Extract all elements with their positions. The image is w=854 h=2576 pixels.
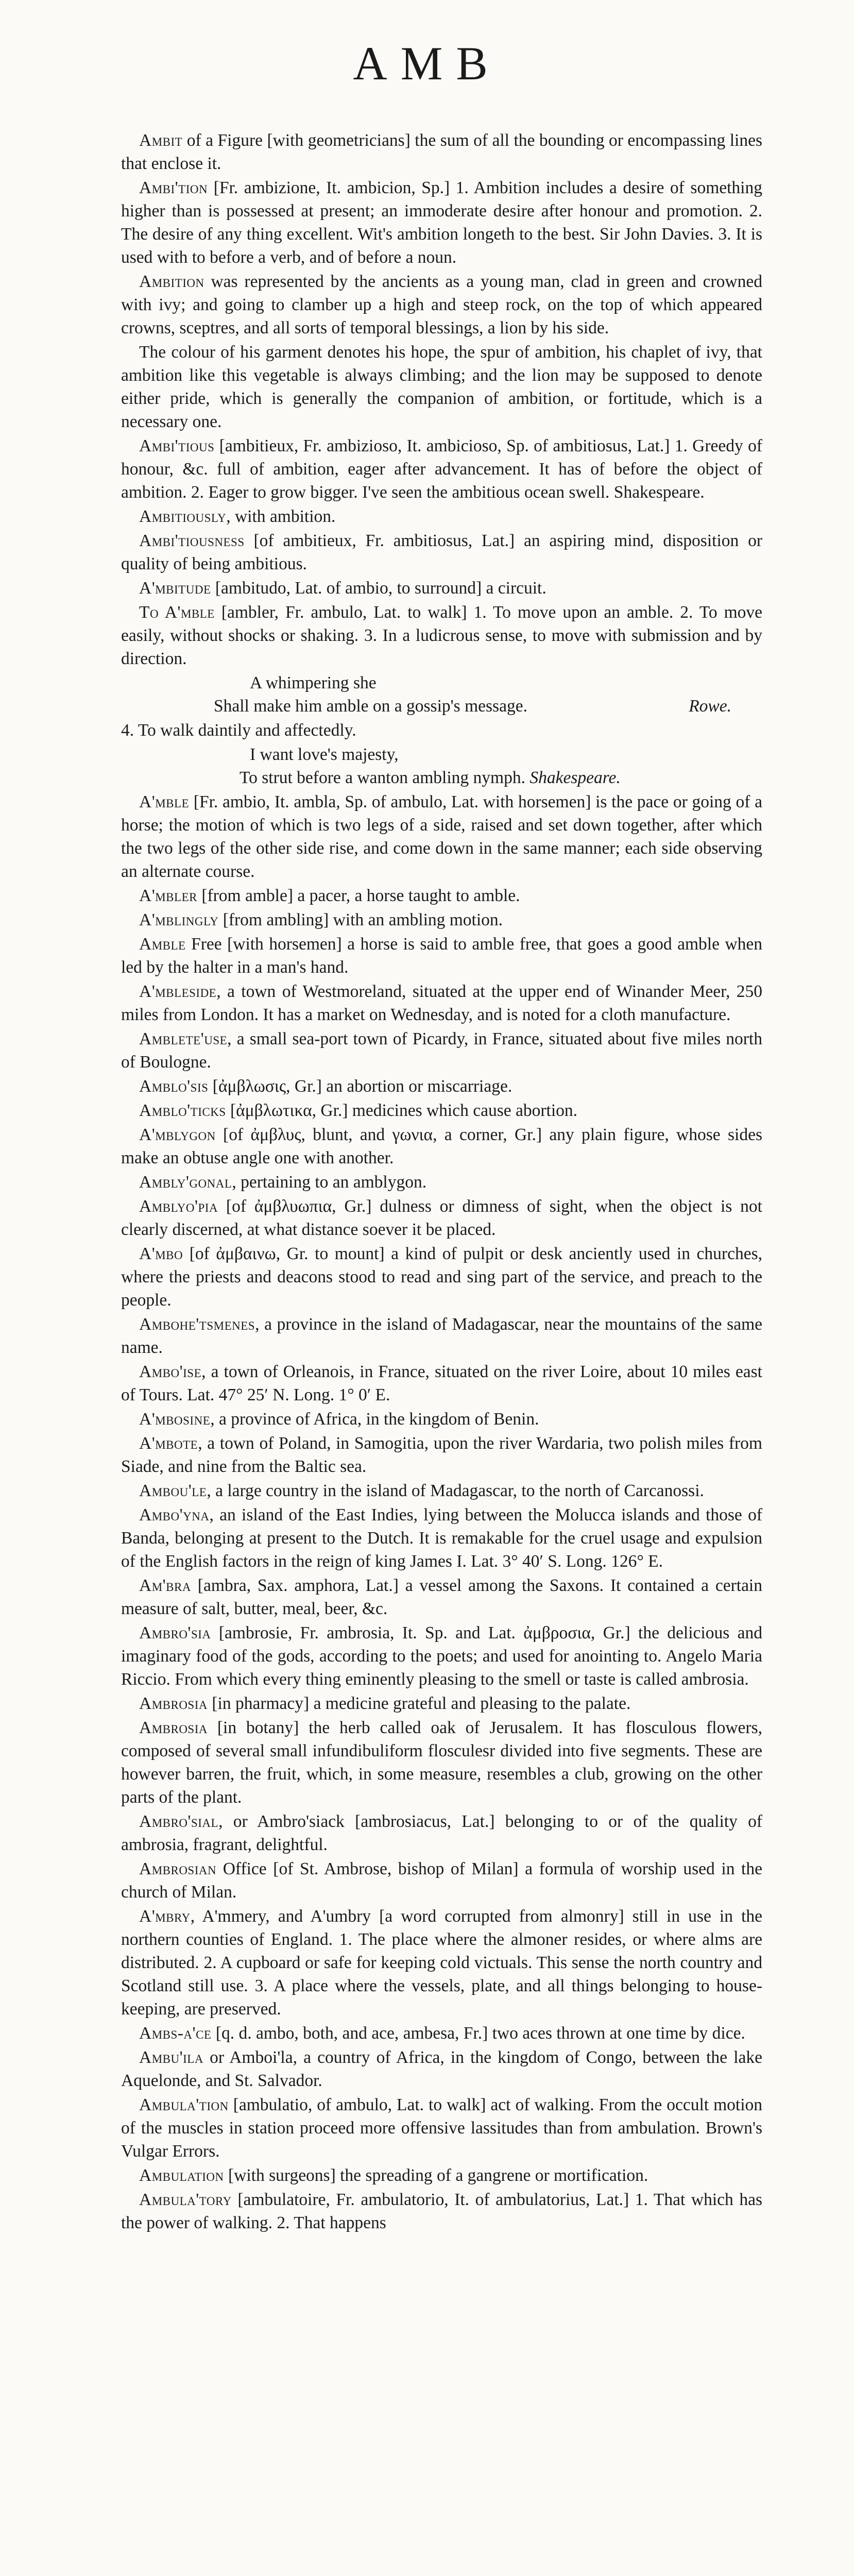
entry-ambrosia-pharmacy: Ambrosia [in pharmacy] a medicine grateful and pleasing to the palate. [139, 1694, 631, 1713]
entry-ambosine: A'mbosine, a province of Africa, in the kingdom of Benin. [139, 1410, 539, 1429]
entry-ambition-emblem: Ambition was represented by the ancients as a young man, clad in green and crowned with ivy; and going to clamber up a high and steep rock, on the top of which appeared crowns, sceptres, and all sorts of temporal blessings, a lion by his side. [121, 272, 762, 337]
entry-ambler: A'mbler [from amble] a pacer, a horse taught to amble. [139, 886, 520, 905]
entry-ambulation-surgery: Ambulation [with surgeons] the spreading of a gangrene or mortification. [139, 2166, 648, 2185]
entry-ambulation: Ambula'tion [ambulatio, of ambulo, Lat. to walk] act of walking. From the occult motion of the muscles in station proceed more offensive lassitudes than from ambulation. Brown's Vulgar Errors. [121, 2095, 762, 2161]
entry-ambrosian-office: Ambrosian Office [of St. Ambrose, bishop of Milan] a formula of worship used in the church of Milan. [121, 1859, 762, 1902]
quote-line: A whimpering she [250, 673, 377, 692]
entry-ambleteuse: Amblete'use, a small sea-port town of Picardy, in France, situated about five miles north of Boulogne. [121, 1029, 762, 1072]
entry-ambuila: Ambu'ila or Amboi'la, a country of Africa, in the kingdom of Congo, between the lake Aquelonde, and St. Salvador. [121, 2048, 762, 2090]
quotation-rowe [121, 671, 762, 718]
entry-amblygonal: Ambly'gonal, pertaining to an amblygon. [139, 1173, 427, 1192]
entry-ambulatory: Ambula'tory [ambulatoire, Fr. ambulatorio, It. of ambulatorius, Lat.] 1. That which has the power of walking. 2. That happens [121, 2190, 762, 2232]
entry-column [121, 129, 762, 2235]
entry-ambrosia-botany: Ambrosia [in botany] the herb called oak of Jerusalem. It has flosculous flowers, composed of several small infundibuliform flosculesr divided into five segments. These are however barren, the fruit, which, in some measure, resembles a club, growing on the other parts of the plant. [121, 1718, 762, 1807]
entry-amboise: Ambo'ise, a town of Orleanois, in France, situated on the river Loire, about 10 miles east of Tours. Lat. 47° 25′ N. Long. 1° 0′ E. [121, 1362, 762, 1404]
entry-ambleside: A'mbleside, a town of Westmoreland, situated at the upper end of Winander Meer, 250 miles from London. It has a market on Wednesday, and is noted for a cloth manufacture. [121, 982, 762, 1024]
entry-ambra: Am'bra [ambra, Sax. amphora, Lat.] a vessel among the Saxons. It contained a certain measure of salt, butter, meal, beer, &c. [121, 1576, 762, 1618]
entry-ambrosia: Ambro'sia [ambrosie, Fr. ambrosia, It. Sp. and Lat. ἀμβροσια, Gr.] the delicious and imaginary food of the gods, according to the poets; and used for anointing to. Angelo Maria Riccio. From which every thing eminently pleasing to the smell or taste is called ambrosia. [121, 1623, 762, 1689]
entry-ambitiousness: Ambi'tiousness [of ambitieux, Fr. ambitiosus, Lat.] an aspiring mind, disposition or quality of being ambitious. [121, 531, 762, 573]
entry-ambo: A'mbo [of ἀμβαινω, Gr. to mount] a kind of pulpit or desk anciently used in churches, where the priests and deacons stood to read and sing part of the service, and preach to the people. [121, 1244, 762, 1310]
entry-amblingly: A'mblingly [from ambling] with an ambling motion. [139, 910, 503, 929]
entry-ambitude: A'mbitude [ambitudo, Lat. of ambio, to surround] a circuit. [139, 579, 546, 598]
quotation-shakespeare [121, 743, 762, 789]
quote-source: Shakespeare. [530, 768, 621, 787]
entry-ambitiously: Ambitiously, with ambition. [139, 507, 336, 526]
entry-ambit: Ambit of a Figure [with geometricians] the sum of all the bounding or encompassing lines that enclose it. [121, 131, 762, 173]
entry-amboule: Ambou'le, a large country in the island of Madagascar, to the north of Carcanossi. [139, 1481, 704, 1500]
entry-amble-free: Amble Free [with horsemen] a horse is said to amble free, that goes a good amble when led by the halter in a man's hand. [121, 935, 762, 977]
entry-amblyopia: Amblyo'pia [of ἀμβλυωπια, Gr.] dulness or dimness of sight, when the object is not clearly discerned, at what distance soever it be placed. [121, 1197, 762, 1239]
entry-ambsace: Ambs-a'ce [q. d. ambo, both, and ace, ambesa, Fr.] two aces thrown at one time by dice. [139, 2024, 745, 2043]
entry-amblosis: Amblo'sis [ἀμβλωσις, Gr.] an abortion or miscarriage. [139, 1077, 513, 1096]
entry-ambitious: Ambi'tious [ambitieux, Fr. ambizioso, It. ambicioso, Sp. of ambitiosus, Lat.] 1. Greedy of honour, &c. full of ambition, eager after advancement. It has of before the object of ambition. 2. Eager to grow bigger. I've seen the ambitious ocean swell. Shakespeare. [121, 436, 762, 502]
running-head: AMB [353, 37, 501, 90]
sense-four: 4. To walk daintily and affectedly. [121, 721, 356, 740]
entry-ambloticks: Amblo'ticks [ἀμβλωτικα, Gr.] medicines which cause abortion. [139, 1101, 578, 1120]
entry-ambition-def: Ambi'tion [Fr. ambizione, It. ambicion, Sp.] 1. Ambition includes a desire of something higher than is possessed at present; an immoderate desire after honour and promotion. 2. The desire of any thing excellent. Wit's ambition longeth to the best. Sir John Davies. 3. It is used with to before a verb, and of before a noun. [121, 178, 762, 267]
entry-amble: A'mble [Fr. ambio, It. ambla, Sp. of ambulo, Lat. with horsemen] is the pace or going of a horse; the motion of which is two legs of a side, raised and set down together, after which the two legs of the other side rise, and come down in the same manner; each side observing an alternate course. [121, 792, 762, 881]
quote-line: To strut before a wanton ambling nymph. Shakespeare. [240, 768, 621, 787]
entry-amboyna: Ambo'yna, an island of the East Indies, lying between the Molucca islands and those of Banda, belonging at present to the Dutch. It is remakable for the cruel usage and expulsion of the English factors in the reign of king James I. Lat. 3° 40′ S. Long. 126° E. [121, 1505, 762, 1571]
entry-to-amble: To A'mble [ambler, Fr. ambulo, Lat. to walk] 1. To move upon an amble. 2. To move easily, without shocks or shaking. 3. In a ludicrous sense, to move with submission and by direction. [121, 603, 763, 668]
quote-line: Shall make him amble on a gossip's message. Rowe. [121, 694, 762, 718]
entry-ambry: A'mbry, A'mmery, and A'umbry [a word corrupted from almonry] still in use in the northern counties of England. 1. The place where the almoner resides, or where alms are distributed. 2. A cupboard or safe for keeping cold victuals. This sense the north country and Scotland still use. 3. A place where the vessels, plate, and all things belonging to house-keeping, are preserved. [121, 1907, 762, 2019]
entry-amblygon: A'mblygon [of ἀμβλυς, blunt, and γωνια, a corner, Gr.] any plain figure, whose sides make an obtuse angle one with another. [121, 1125, 762, 1167]
entry-ambote: A'mbote, a town of Poland, in Samogitia, upon the river Wardaria, two polish miles from Siade, and nine from the Baltic sea. [121, 1434, 762, 1476]
entry-ambition-note: The colour of his garment denotes his hope, the spur of ambition, his chaplet of ivy, that ambition like this vegetable is always climbing; and the lion may be supposed to denote either pride, which is generally the companion of ambition, or fortitude, which is a necessary one. [121, 343, 762, 431]
quote-line: I want love's majesty, [250, 745, 399, 764]
entry-ambohetsmenes: Ambohe'tsmenes, a province in the island of Madagascar, near the mountains of the same name. [121, 1315, 762, 1357]
quote-source: Rowe. [689, 697, 731, 716]
entry-ambrosial: Ambro'sial, or Ambro'siack [ambrosiacus, Lat.] belonging to or of the quality of ambrosia, fragrant, delightful. [121, 1812, 762, 1854]
